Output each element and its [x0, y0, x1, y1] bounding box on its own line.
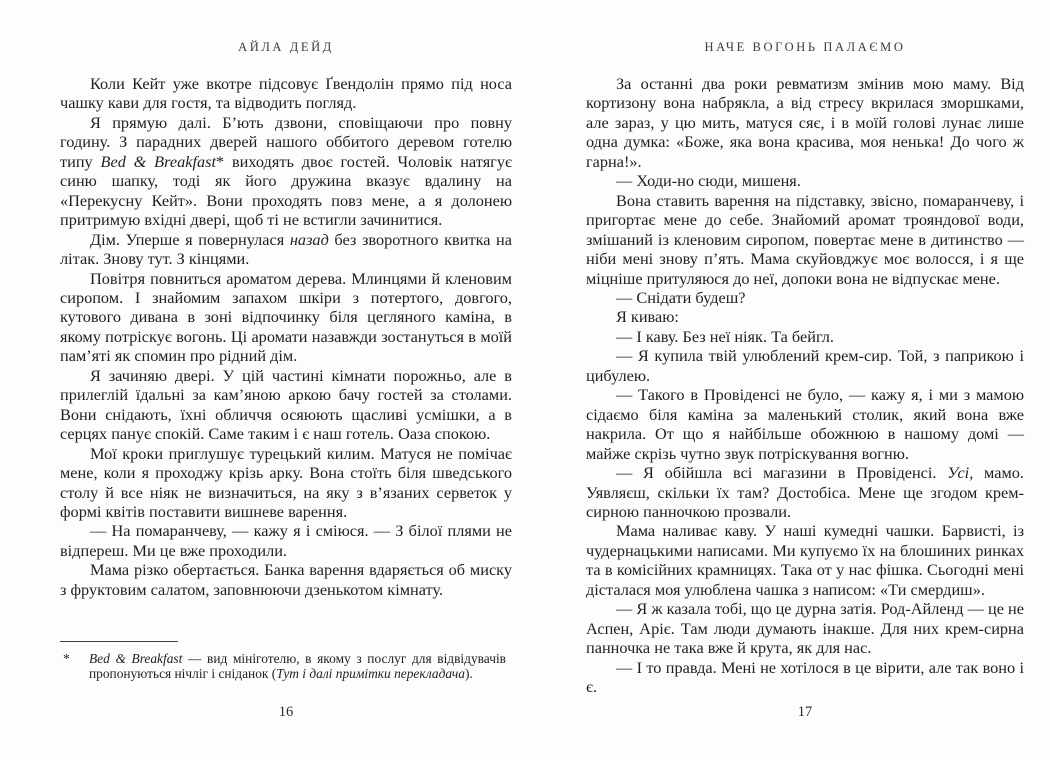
paragraph: [60, 74, 512, 113]
text-run: — І то правда. Мені не хотілося в це вірити, але так воно і є.: [586, 657, 1024, 697]
footnote-text: [89, 651, 506, 681]
italic-text: Тут і далі примітки перекладача: [276, 666, 465, 681]
italic-text: Bed & Breakfast: [89, 651, 183, 666]
text-run: — Ходи-но сюди, мишеня.: [616, 171, 801, 191]
page-number-left: 16: [278, 704, 294, 720]
text-run: — вид мініготелю, в якому з послуг для відвідувачів пропонуються нічліг і сніданок (: [89, 651, 506, 681]
text-run: Я киваю:: [616, 307, 679, 327]
text-run: Повітря повниться ароматом дерева. Млинцями й кленовим сиропом. І знайомим запахом шкіри з потертого, довгого, кутового дивана в зоні відпочинку біля цегляного каміна, в якому потріскує вогонь. Ці аромати назавжди зостануться в моїй пам’яті як спомин про рідний дім.: [60, 268, 512, 366]
footnote-separator: [60, 641, 178, 642]
paragraph: [586, 74, 1024, 171]
text-run: За останні два роки ревматизм змінив мою маму. Від кортизону вона набрякла, а від стресу вкрилася зморшками, але зараз, у цю мить, матуся сяє, і в моїй голові лунає лише одна думка: «Боже, яка вона красива, моя ненька! До чого ж гарна!».: [586, 74, 1024, 171]
paragraph: [60, 521, 512, 560]
text-run: — Снідати будеш?: [616, 287, 746, 307]
running-head-author: АЙЛА ДЕЙД: [238, 40, 334, 54]
text-run: Я зачиняю двері. У цій частині кімнати порожньо, але в прилеглій їдальні за кам’яною аркою бачу гостей за столами. Вони снідають, їхні обличчя осяюють щасливі усмішки, а в серцях панує спокій. Саме таким і є наш готель. Оаза спокою.: [60, 365, 512, 444]
running-head-title: НАЧЕ ВОГОНЬ ПАЛАЄМО: [704, 40, 906, 54]
paragraph: [60, 444, 512, 522]
right-page: [586, 0, 1024, 760]
paragraph: [586, 307, 1024, 326]
text-run: , мамо. Уявляєш, скільки їх там? Достобіса. Мене ще згодом крем-сирною панночкою прозвали.: [586, 463, 1024, 521]
text-run: Дім. Уперше я повернулася: [90, 229, 290, 249]
text-run: Мама різко обертається. Банка варення вдаряється об миску з фруктовим салатом, заповнюючи дзенькотом кімнату.: [60, 560, 512, 599]
italic-text: назад: [289, 229, 329, 249]
paragraph: [60, 269, 512, 366]
italic-text: Bed & Breakfast: [100, 151, 216, 171]
paragraph: [586, 385, 1024, 463]
italic-text: Усі: [947, 463, 970, 483]
footnote-marker: *: [63, 651, 70, 666]
text-run: — Такого в Провіденсі не було, — кажу я, і ми з мамою сідаємо біля каміна за маленький столик, який вона вже накрила. От що я найбільше обожнюю в нашому домі — майже скрізь чутно звук потріскування вогню.: [586, 385, 1024, 463]
text-run: Мої кроки приглушує турецький килим. Матуся не помічає мене, коли я проходжу крізь арку. Вона стоїть біля шведського столу й все ніяк не визначиться, на яку з в’язаних серветок у формі квітів поставити вишневе варення.: [60, 443, 512, 521]
text-run: — Я ж казала тобі, що це дурна затія. Род-Айленд — це не Аспен, Аріє. Там люди думають інакше. Для них крем-сирна панночка не така вже й крута, як для нас.: [586, 599, 1024, 658]
text-run: Мама наливає каву. У наші кумедні чашки. Барвисті, із чудернацькими написами. Ми купуємо їх на блошиних ринках та в комісійних крамницях. Така от у нас фішка. Сьогодні мені дісталася моя улюблена чашка з написом: «Ти смердиш».: [586, 521, 1024, 599]
text-run: Вона ставить варення на підставку, звісно, помаранчеву, і пригортає мене до себе. Знайомий аромат трояндової води, змішаний із кленовим сиропом, повертає мене в дитинство — ніби мені знову п’ять. Мама скуйовджує моє волосся, і я ще міцніше притуляюся до неї, допоки вона не відпускає мене.: [586, 190, 1024, 288]
paragraph: [586, 327, 1024, 346]
text-run: — На помаранчеву, — кажу я і сміюся. — З білої плями не відпереш. Ми це вже проходили.: [60, 521, 512, 560]
text-run: — Я купила твій улюблений крем-сир. Той, з паприкою і цибулею.: [586, 346, 1024, 385]
text-run: Коли Кейт уже вкотре підсовує Ґвендолін прямо під носа чашку кави для гостя, та відводить погляд.: [60, 74, 512, 113]
paragraph: [60, 230, 512, 269]
paragraph: [586, 599, 1024, 657]
text-run: * виходять двоє гостей. Чоловік натягує синю шапку, тоді як його дружина вказує вдалину на «Перекусну Кейт». Вони проходять повз мене, а я долонею притримую вхідні двері, щоб ті не встигли зачинитися.: [60, 151, 512, 230]
left-page: [60, 0, 512, 760]
paragraph: [586, 658, 1024, 697]
paragraph: [586, 346, 1024, 385]
paragraph: [586, 171, 1024, 190]
paragraph: [60, 366, 512, 444]
paragraph: [586, 463, 1024, 521]
footnote: [60, 651, 506, 681]
paragraph: [586, 288, 1024, 307]
left-page-body: [60, 74, 512, 599]
page-number-right: 17: [797, 704, 813, 720]
right-page-body: [586, 74, 1024, 697]
text-run: без зворотного квитка на літак. Знову тут. З кінцями.: [60, 229, 512, 269]
text-run: Я прямую далі. Б’ють дзвони, сповіщаючи про повну годину. З парадних дверей нашого оббитого деревом готелю типу: [60, 112, 512, 171]
text-run: — Я обійшла всі магазини в Провіденсі.: [616, 463, 948, 483]
paragraph: [60, 560, 512, 599]
text-run: — І каву. Без неї ніяк. Та бейгл.: [616, 326, 834, 346]
paragraph: [60, 113, 512, 230]
text-run: ).: [464, 666, 473, 681]
paragraph: [586, 521, 1024, 599]
paragraph: [586, 191, 1024, 288]
